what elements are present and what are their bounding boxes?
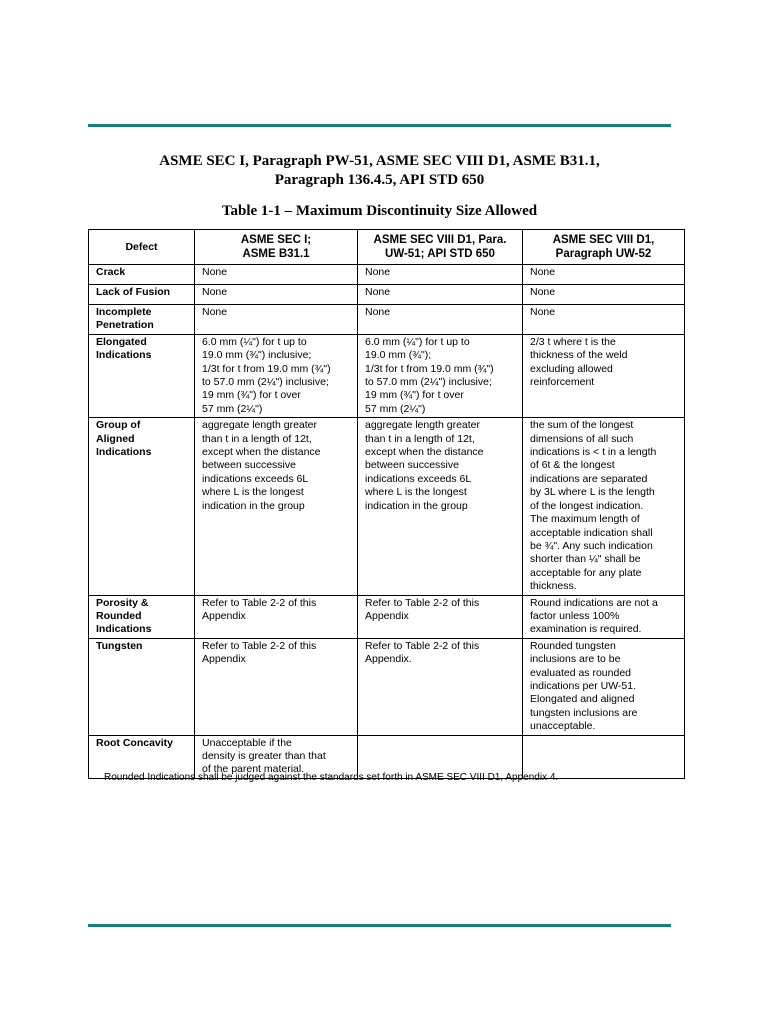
defect-cell: Porosity & Rounded Indications [89, 595, 195, 638]
footnote: Rounded Indications shall be judged against the standards set forth in ASME SEC VIII D1, Appendix 4. [104, 772, 559, 783]
defect-cell: Crack [89, 265, 195, 285]
sec1-cell: 6.0 mm (¼") for t up to 19.0 mm (¾") inclusive; 1/3t for t from 19.0 mm (¾") to 57.0 mm (2¼") inclusive; 19 mm (¾") for t over 57 mm (2¼") [195, 334, 358, 417]
uw52-cell: Rounded tungsten inclusions are to be evaluated as rounded indications per UW-51. Elongated and aligned tungsten inclusions are unacceptable. [523, 638, 685, 735]
defect-cell: Incomplete Penetration [89, 305, 195, 335]
defect-cell: Tungsten [89, 638, 195, 735]
uw51-cell: None [358, 285, 523, 305]
defect-cell: Lack of Fusion [89, 285, 195, 305]
sec1-cell: None [195, 285, 358, 305]
table-row [89, 334, 685, 417]
uw52-cell: None [523, 305, 685, 335]
sec1-cell: aggregate length greater than t in a length of 12t, except when the distance between successive indications exceeds 6L where L is the longest indication in the group [195, 418, 358, 595]
defect-cell: Group of Aligned Indications [89, 418, 195, 595]
table-header-row [89, 230, 685, 265]
sec1-cell: Unacceptable if the density is greater than that of the parent material. [195, 735, 358, 778]
discontinuity-table [88, 229, 685, 779]
header-asme-uw52: ASME SEC VIII D1, Paragraph UW-52 [523, 230, 685, 265]
table-row [89, 638, 685, 735]
uw52-cell: None [523, 265, 685, 285]
table-row [89, 305, 685, 335]
table-row [89, 418, 685, 595]
defect-cell: Elongated Indications [89, 334, 195, 417]
header-asme-uw51: ASME SEC VIII D1, Para. UW-51; API STD 650 [358, 230, 523, 265]
table-title: Table 1-1 – Maximum Discontinuity Size Allowed [221, 203, 538, 219]
sec1-cell: Refer to Table 2-2 of this Appendix [195, 638, 358, 735]
table-row [89, 265, 685, 285]
uw51-cell: 6.0 mm (¼") for t up to 19.0 mm (¾"); 1/3t for t from 19.0 mm (¾") to 57.0 mm (2¼") inclusive; 19 mm (¾") for t over 57 mm (2¼") [358, 334, 523, 417]
sec1-cell: None [195, 305, 358, 335]
title-line-1: ASME SEC I, Paragraph PW-51, ASME SEC VIII D1, ASME B31.1, [159, 153, 600, 169]
uw51-cell: aggregate length greater than t in a length of 12t, except when the distance between successive indications exceeds 6L where L is the longest indication in the group [358, 418, 523, 595]
bottom-rule [88, 924, 671, 927]
uw51-cell: None [358, 265, 523, 285]
document-title [88, 152, 671, 190]
uw52-cell: 2/3 t where t is the thickness of the weld excluding allowed reinforcement [523, 334, 685, 417]
header-asme-sec-1: ASME SEC I; ASME B31.1 [195, 230, 358, 265]
uw51-cell: None [358, 305, 523, 335]
defect-cell: Root Concavity [89, 735, 195, 778]
uw51-cell: Refer to Table 2-2 of this Appendix [358, 595, 523, 638]
uw51-cell: Refer to Table 2-2 of this Appendix. [358, 638, 523, 735]
uw52-cell: None [523, 285, 685, 305]
sec1-cell: Refer to Table 2-2 of this Appendix [195, 595, 358, 638]
table-row [89, 595, 685, 638]
title-line-2: Paragraph 136.4.5, API STD 650 [274, 172, 485, 188]
uw52-cell: Round indications are not a factor unless 100% examination is required. [523, 595, 685, 638]
top-rule [88, 124, 671, 127]
header-defect: Defect [89, 230, 195, 265]
sec1-cell: None [195, 265, 358, 285]
table-row [89, 285, 685, 305]
uw52-cell: the sum of the longest dimensions of all such indications is < t in a length of 6t & the longest indications are separated by 3L where L is the length of the longest indication. The maximum length of acceptable indication shall be ¾". Any such indication shorter than ¼" shall be acceptable for any plate thickness. [523, 418, 685, 595]
